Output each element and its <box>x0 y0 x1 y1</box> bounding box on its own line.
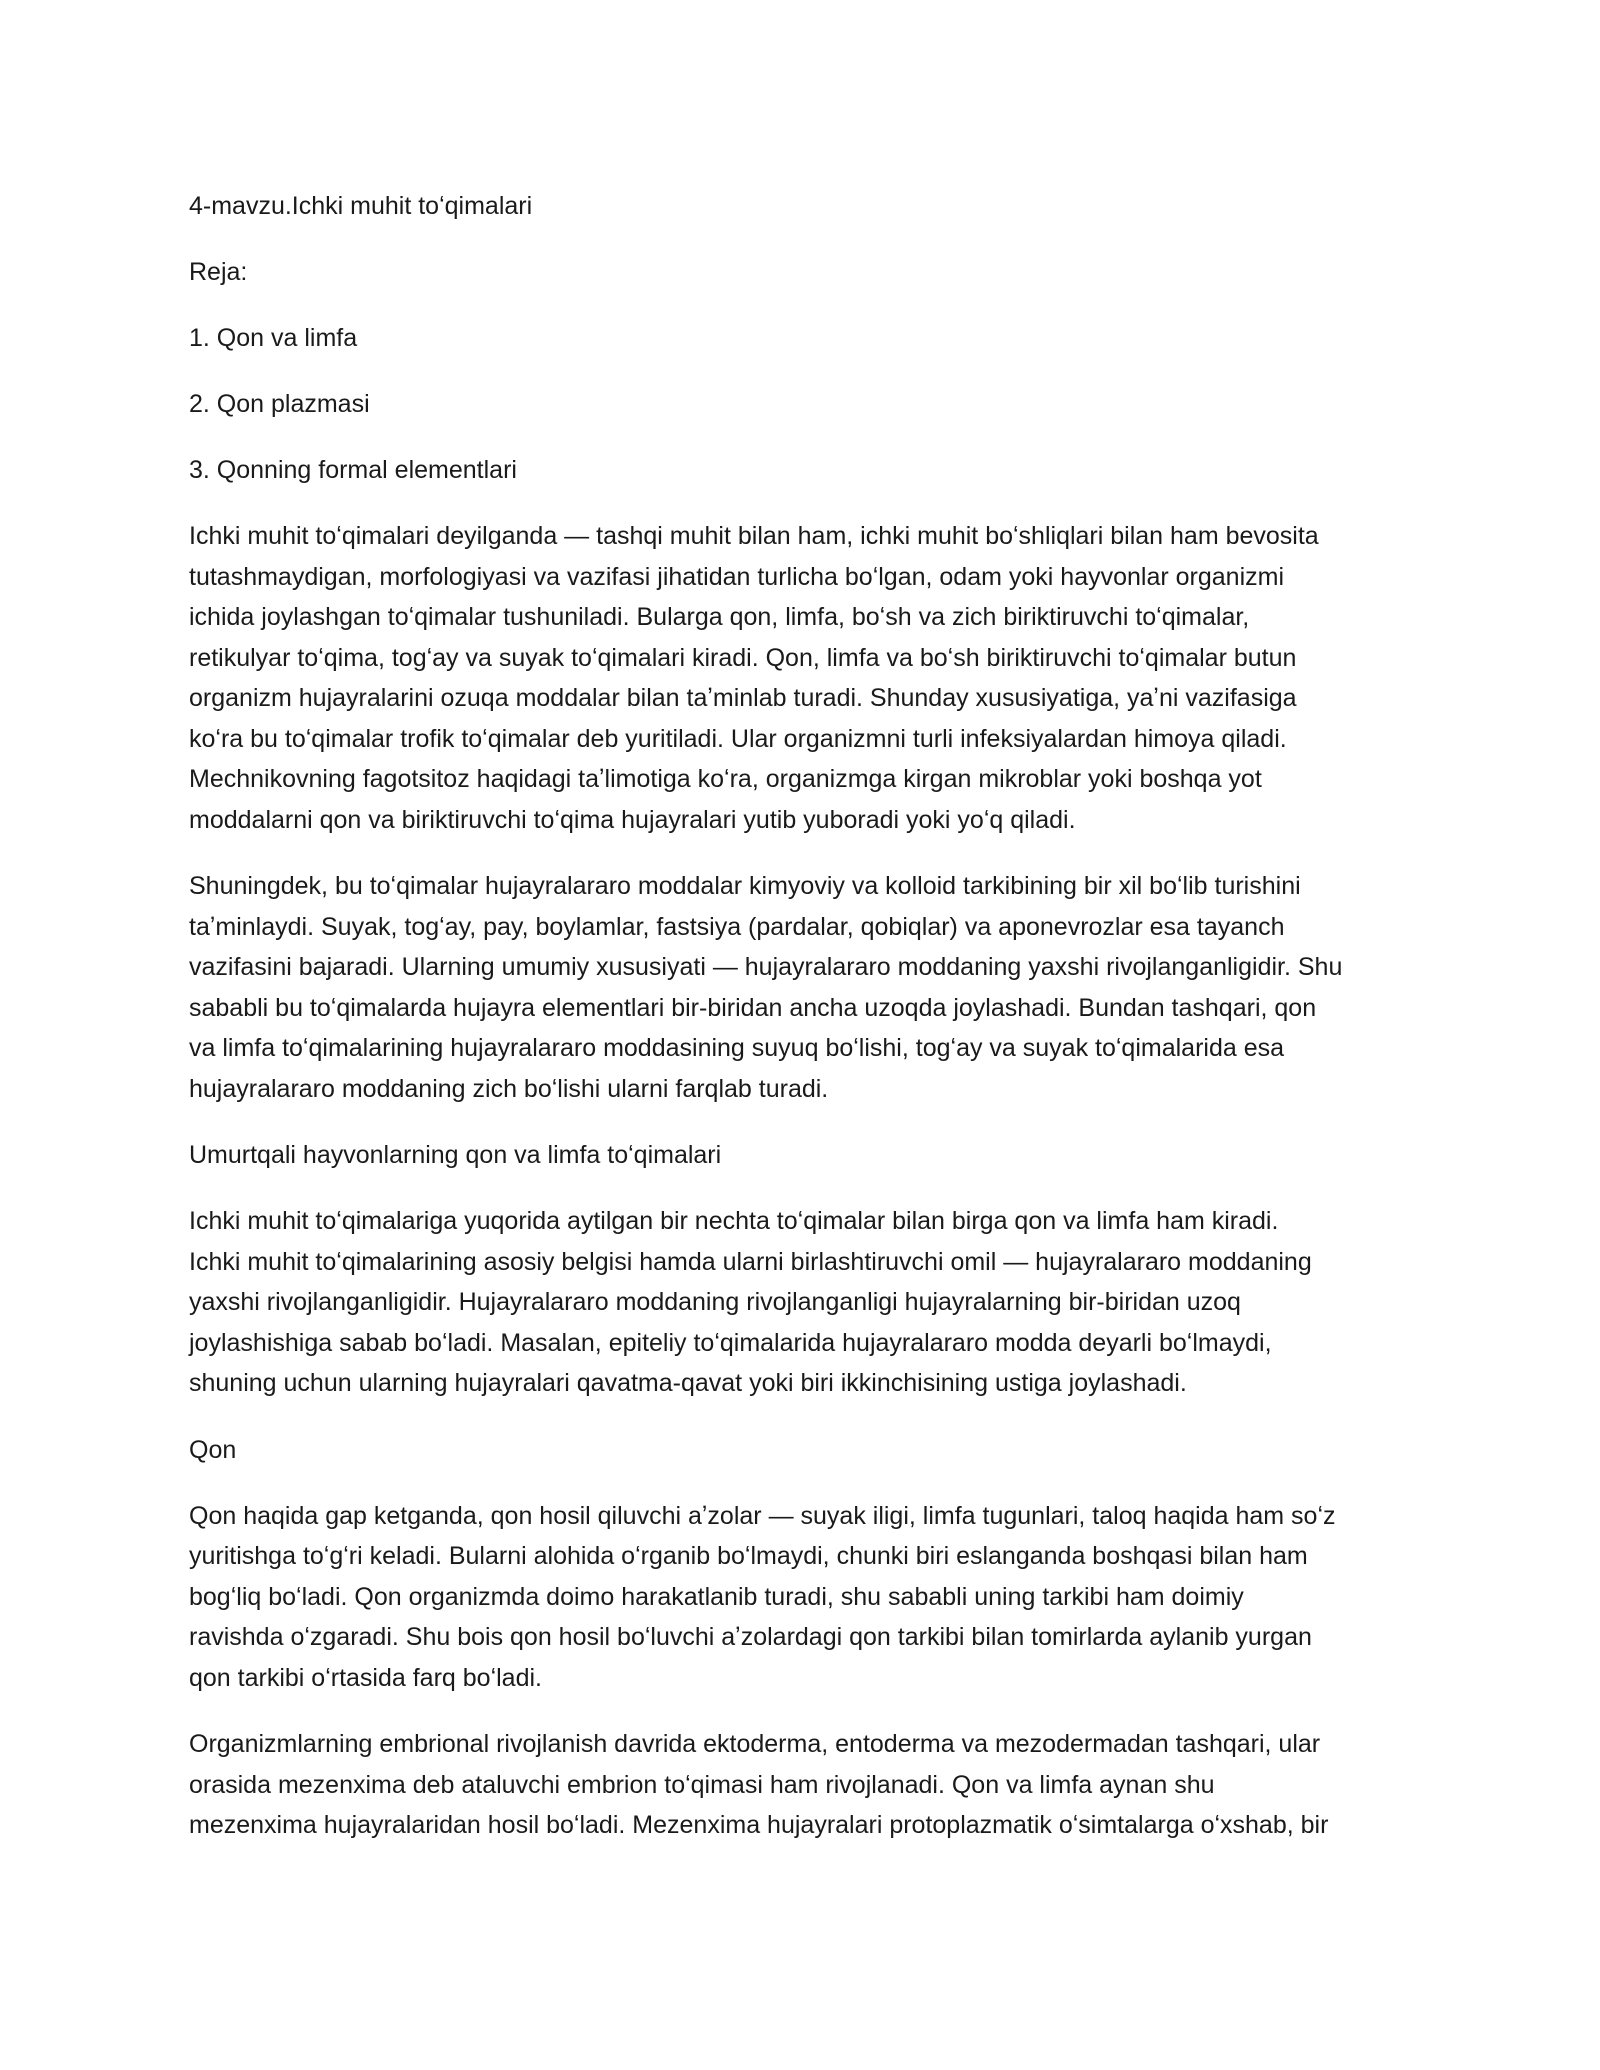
text-line: koʻra bu toʻqimalar trofik toʻqimalar deb yuritiladi. Ular organizmni turli infeksiyalardan himoya qiladi. <box>189 724 1287 753</box>
text-line: qon tarkibi oʻrtasida farq boʻladi. <box>189 1663 542 1692</box>
text-line: retikulyar toʻqima, togʻay va suyak toʻqimalari kiradi. Qon, limfa va boʻsh biriktiruvchi toʻqimalar butun <box>189 643 1297 672</box>
paragraph-intro <box>189 516 1419 840</box>
paragraph-blood <box>189 1496 1419 1699</box>
text-line: orasida mezenxima deb ataluvchi embrion toʻqimasi ham rivojlanadi. Qon va limfa aynan shu <box>189 1770 1215 1799</box>
text-line: Organizmlarning embrional rivojlanish davrida ektoderma, entoderma va mezodermadan tashqari, ular <box>189 1730 1321 1758</box>
section-heading: Umurtqali hayvonlarning qon va limfa toʻqimalari <box>189 1141 722 1169</box>
text-line: shuning uchun ularning hujayralari qavatma-qavat yoki biri ikkinchisining ustiga joylashadi. <box>189 1369 1187 1397</box>
paragraph-embryonic <box>189 1724 1419 1846</box>
paragraph-properties <box>189 866 1419 1109</box>
text-line: Ichki muhit toʻqimalari deyilganda — tashqi muhit bilan ham, ichki muhit boʻshliqlari bilan ham bevosita <box>189 522 1319 550</box>
text-line: moddalarni qon va biriktiruvchi toʻqima hujayralari yutib yuboradi yoki yoʻq qiladi. <box>189 805 1076 834</box>
text-line: organizm hujayralarini ozuqa moddalar bilan taʼminlab turadi. Shunday xususiyatiga, yaʼni vazifasiga <box>189 684 1297 712</box>
text-line: sababli bu toʻqimalarda hujayra elementlari bir-biridan ancha uzoqda joylashadi. Bundan tashqari, qon <box>189 993 1317 1022</box>
text-line: tutashmaydigan, morfologiyasi va vazifasi jihatidan turlicha boʻlgan, odam yoki hayvonlar organizmi <box>189 562 1285 591</box>
document-title: 4-mavzu.Ichki muhit toʻqimalari <box>189 192 533 220</box>
section-heading: Qon <box>189 1435 237 1464</box>
text-line: taʼminlaydi. Suyak, togʻay, pay, boylamlar, fastsiya (pardalar, qobiqlar) va aponevrozlar esa tayanch <box>189 912 1285 941</box>
document-page <box>189 186 1419 1872</box>
plan-label: Reja: <box>189 258 248 286</box>
text-line: vazifasini bajaradi. Ularning umumiy xususiyati — hujayralararo moddaning yaxshi rivojlanganligidir. Shu <box>189 953 1343 981</box>
plan-item: 1. Qon va limfa <box>189 324 358 352</box>
text-line: yuritishga toʻgʻri keladi. Bularni alohida oʻrganib boʻlmaydi, chunki biri eslanganda boshqasi bilan ham <box>189 1542 1308 1570</box>
plan-item: 2. Qon plazmasi <box>189 390 370 418</box>
paragraph-vertebrates <box>189 1201 1419 1404</box>
text-line: va limfa toʻqimalarining hujayralararo moddasining suyuq boʻlishi, togʻay va suyak toʻqimalarida esa <box>189 1034 1285 1062</box>
text-line: mezenxima hujayralaridan hosil boʻladi. Mezenxima hujayralari protoplazmatik oʻsimtalarga oʻxshab, bir <box>189 1811 1329 1839</box>
text-line: joylashishiga sabab boʻladi. Masalan, epiteliy toʻqimalarida hujayralararo modda deyarli boʻlmaydi, <box>189 1328 1272 1357</box>
text-line: Shuningdek, bu toʻqimalar hujayralararo moddalar kimyoviy va kolloid tarkibining bir xil boʻlib turishini <box>189 872 1301 900</box>
text-line: Ichki muhit toʻqimalarining asosiy belgisi hamda ularni birlashtiruvchi omil — hujayralararo moddaning <box>189 1247 1312 1276</box>
text-line: ichida joylashgan toʻqimalar tushuniladi. Bularga qon, limfa, boʻsh va zich biriktiruvchi toʻqimalar, <box>189 603 1250 631</box>
text-line: Ichki muhit toʻqimalariga yuqorida aytilgan bir nechta toʻqimalar bilan birga qon va limfa ham kiradi. <box>189 1207 1279 1235</box>
text-line: yaxshi rivojlanganligidir. Hujayralararo moddaning rivojlanganligi hujayralarning bir-biridan uzoq <box>189 1288 1241 1316</box>
text-line: Mechnikovning fagotsitoz haqidagi taʼlimotiga koʻra, organizmga kirgan mikroblar yoki boshqa yot <box>189 765 1262 793</box>
plan-item: 3. Qonning formal elementlari <box>189 456 517 484</box>
text-line: ravishda oʻzgaradi. Shu bois qon hosil boʻluvchi aʼzolardagi qon tarkibi bilan tomirlarda aylanib yurgan <box>189 1623 1312 1651</box>
text-line: bogʻliq boʻladi. Qon organizmda doimo harakatlanib turadi, shu sababli uning tarkibi ham doimiy <box>189 1582 1244 1611</box>
text-line: hujayralararo moddaning zich boʻlishi ularni farqlab turadi. <box>189 1074 829 1103</box>
text-line: Qon haqida gap ketganda, qon hosil qiluvchi aʼzolar — suyak iligi, limfa tugunlari, taloq haqida ham soʻz <box>189 1501 1336 1530</box>
